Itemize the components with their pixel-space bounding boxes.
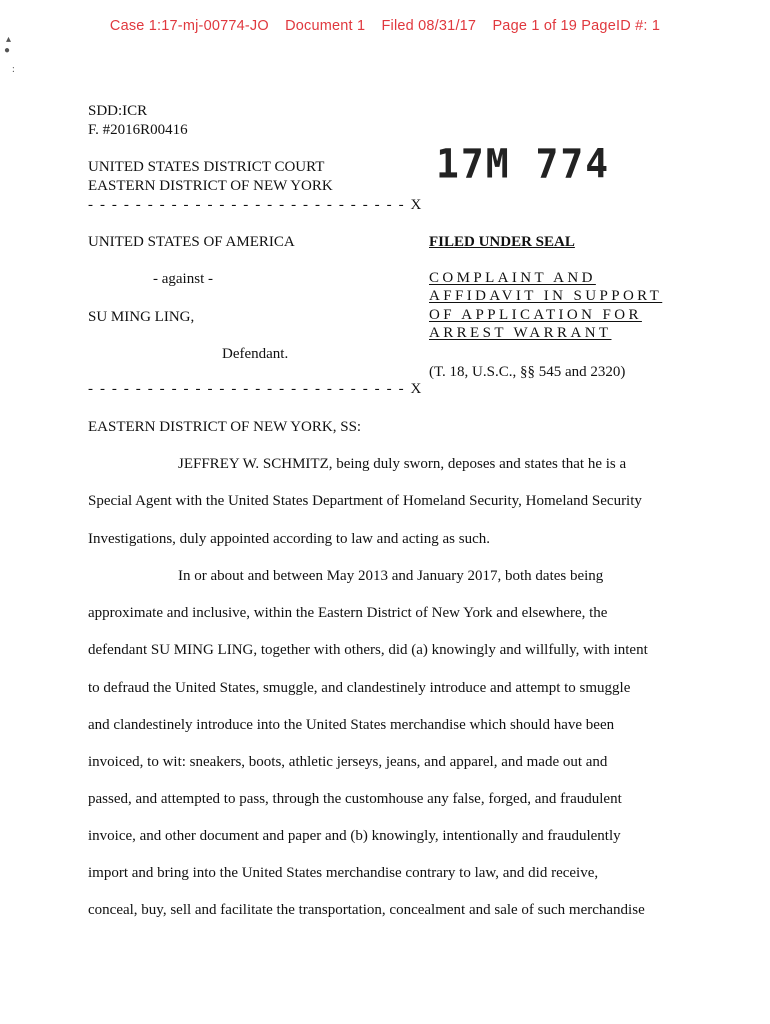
document-title-line-4: ARREST WARRANT (429, 325, 612, 341)
reference-initials: SDD:ICR (88, 103, 148, 119)
ecf-filed-date: Filed 08/31/17 (381, 18, 477, 34)
scan-mark: : (12, 64, 15, 75)
against-label: - against - (153, 271, 213, 287)
paragraph-2-line: and clandestinely introduce into the United States merchandise which should have been (88, 717, 615, 733)
ecf-header (0, 18, 770, 34)
venue-line: EASTERN DISTRICT OF NEW YORK, SS: (88, 419, 362, 435)
paragraph-2-line: import and bring into the United States merchandise contrary to law, and did receive, (88, 865, 599, 881)
paragraph-2-line: approximate and inclusive, within the Eastern District of New York and elsewhere, the (88, 605, 608, 621)
filed-under-seal: FILED UNDER SEAL (429, 234, 575, 250)
court-district: EASTERN DISTRICT OF NEW YORK (88, 178, 333, 194)
ecf-document-number: Document 1 (285, 18, 366, 34)
paragraph-2-line: In or about and between May 2013 and January 2017, both dates being (178, 568, 604, 584)
paragraph-2-line: passed, and attempted to pass, through the customhouse any false, forged, and fraudulent (88, 791, 622, 807)
defendant-name: SU MING LING, (88, 309, 195, 325)
paragraph-1-line: Investigations, duly appointed according to law and acting as such. (88, 531, 490, 547)
file-number: F. #2016R00416 (88, 122, 188, 138)
paragraph-2-line: to defraud the United States, smuggle, and clandestinely introduce and attempt to smuggle (88, 680, 631, 696)
defendant-label: Defendant. (222, 346, 289, 362)
paragraph-2-line: conceal, buy, sell and facilitate the transportation, concealment and sale of such merchandise (88, 902, 645, 918)
caption-divider-bottom: - - - - - - - - - - - - - - - - - - - - - - - - - - - X (88, 381, 423, 397)
scan-mark: ▴ (6, 34, 12, 45)
scan-mark: ● (4, 45, 11, 56)
ecf-page-info: Page 1 of 19 PageID #: 1 (492, 18, 661, 34)
document-title-line-3: OF APPLICATION FOR (429, 307, 642, 323)
paragraph-2-line: invoice, and other document and paper and (b) knowingly, intentionally and fraudulently (88, 828, 621, 844)
statute-citation: (T. 18, U.S.C., §§ 545 and 2320) (429, 364, 626, 380)
document-title-line-2: AFFIDAVIT IN SUPPORT (429, 288, 663, 304)
court-name: UNITED STATES DISTRICT COURT (88, 159, 325, 175)
paragraph-1-line: JEFFREY W. SCHMITZ, being duly sworn, deposes and states that he is a (178, 456, 627, 472)
docket-number-stamp: 17M 774 (436, 140, 611, 188)
document-title-line-1: COMPLAINT AND (429, 270, 596, 286)
ecf-case-number: Case 1:17-mj-00774-JO (109, 18, 269, 34)
caption-divider-top: - - - - - - - - - - - - - - - - - - - - - - - - - - - X (88, 197, 423, 213)
paragraph-2-line: defendant SU MING LING, together with others, did (a) knowingly and willfully, with intent (88, 642, 648, 658)
paragraph-1-line: Special Agent with the United States Department of Homeland Security, Homeland Security (88, 493, 642, 509)
paragraph-2-line: invoiced, to wit: sneakers, boots, athletic jerseys, jeans, and apparel, and made out and (88, 754, 608, 770)
plaintiff-name: UNITED STATES OF AMERICA (88, 234, 295, 250)
